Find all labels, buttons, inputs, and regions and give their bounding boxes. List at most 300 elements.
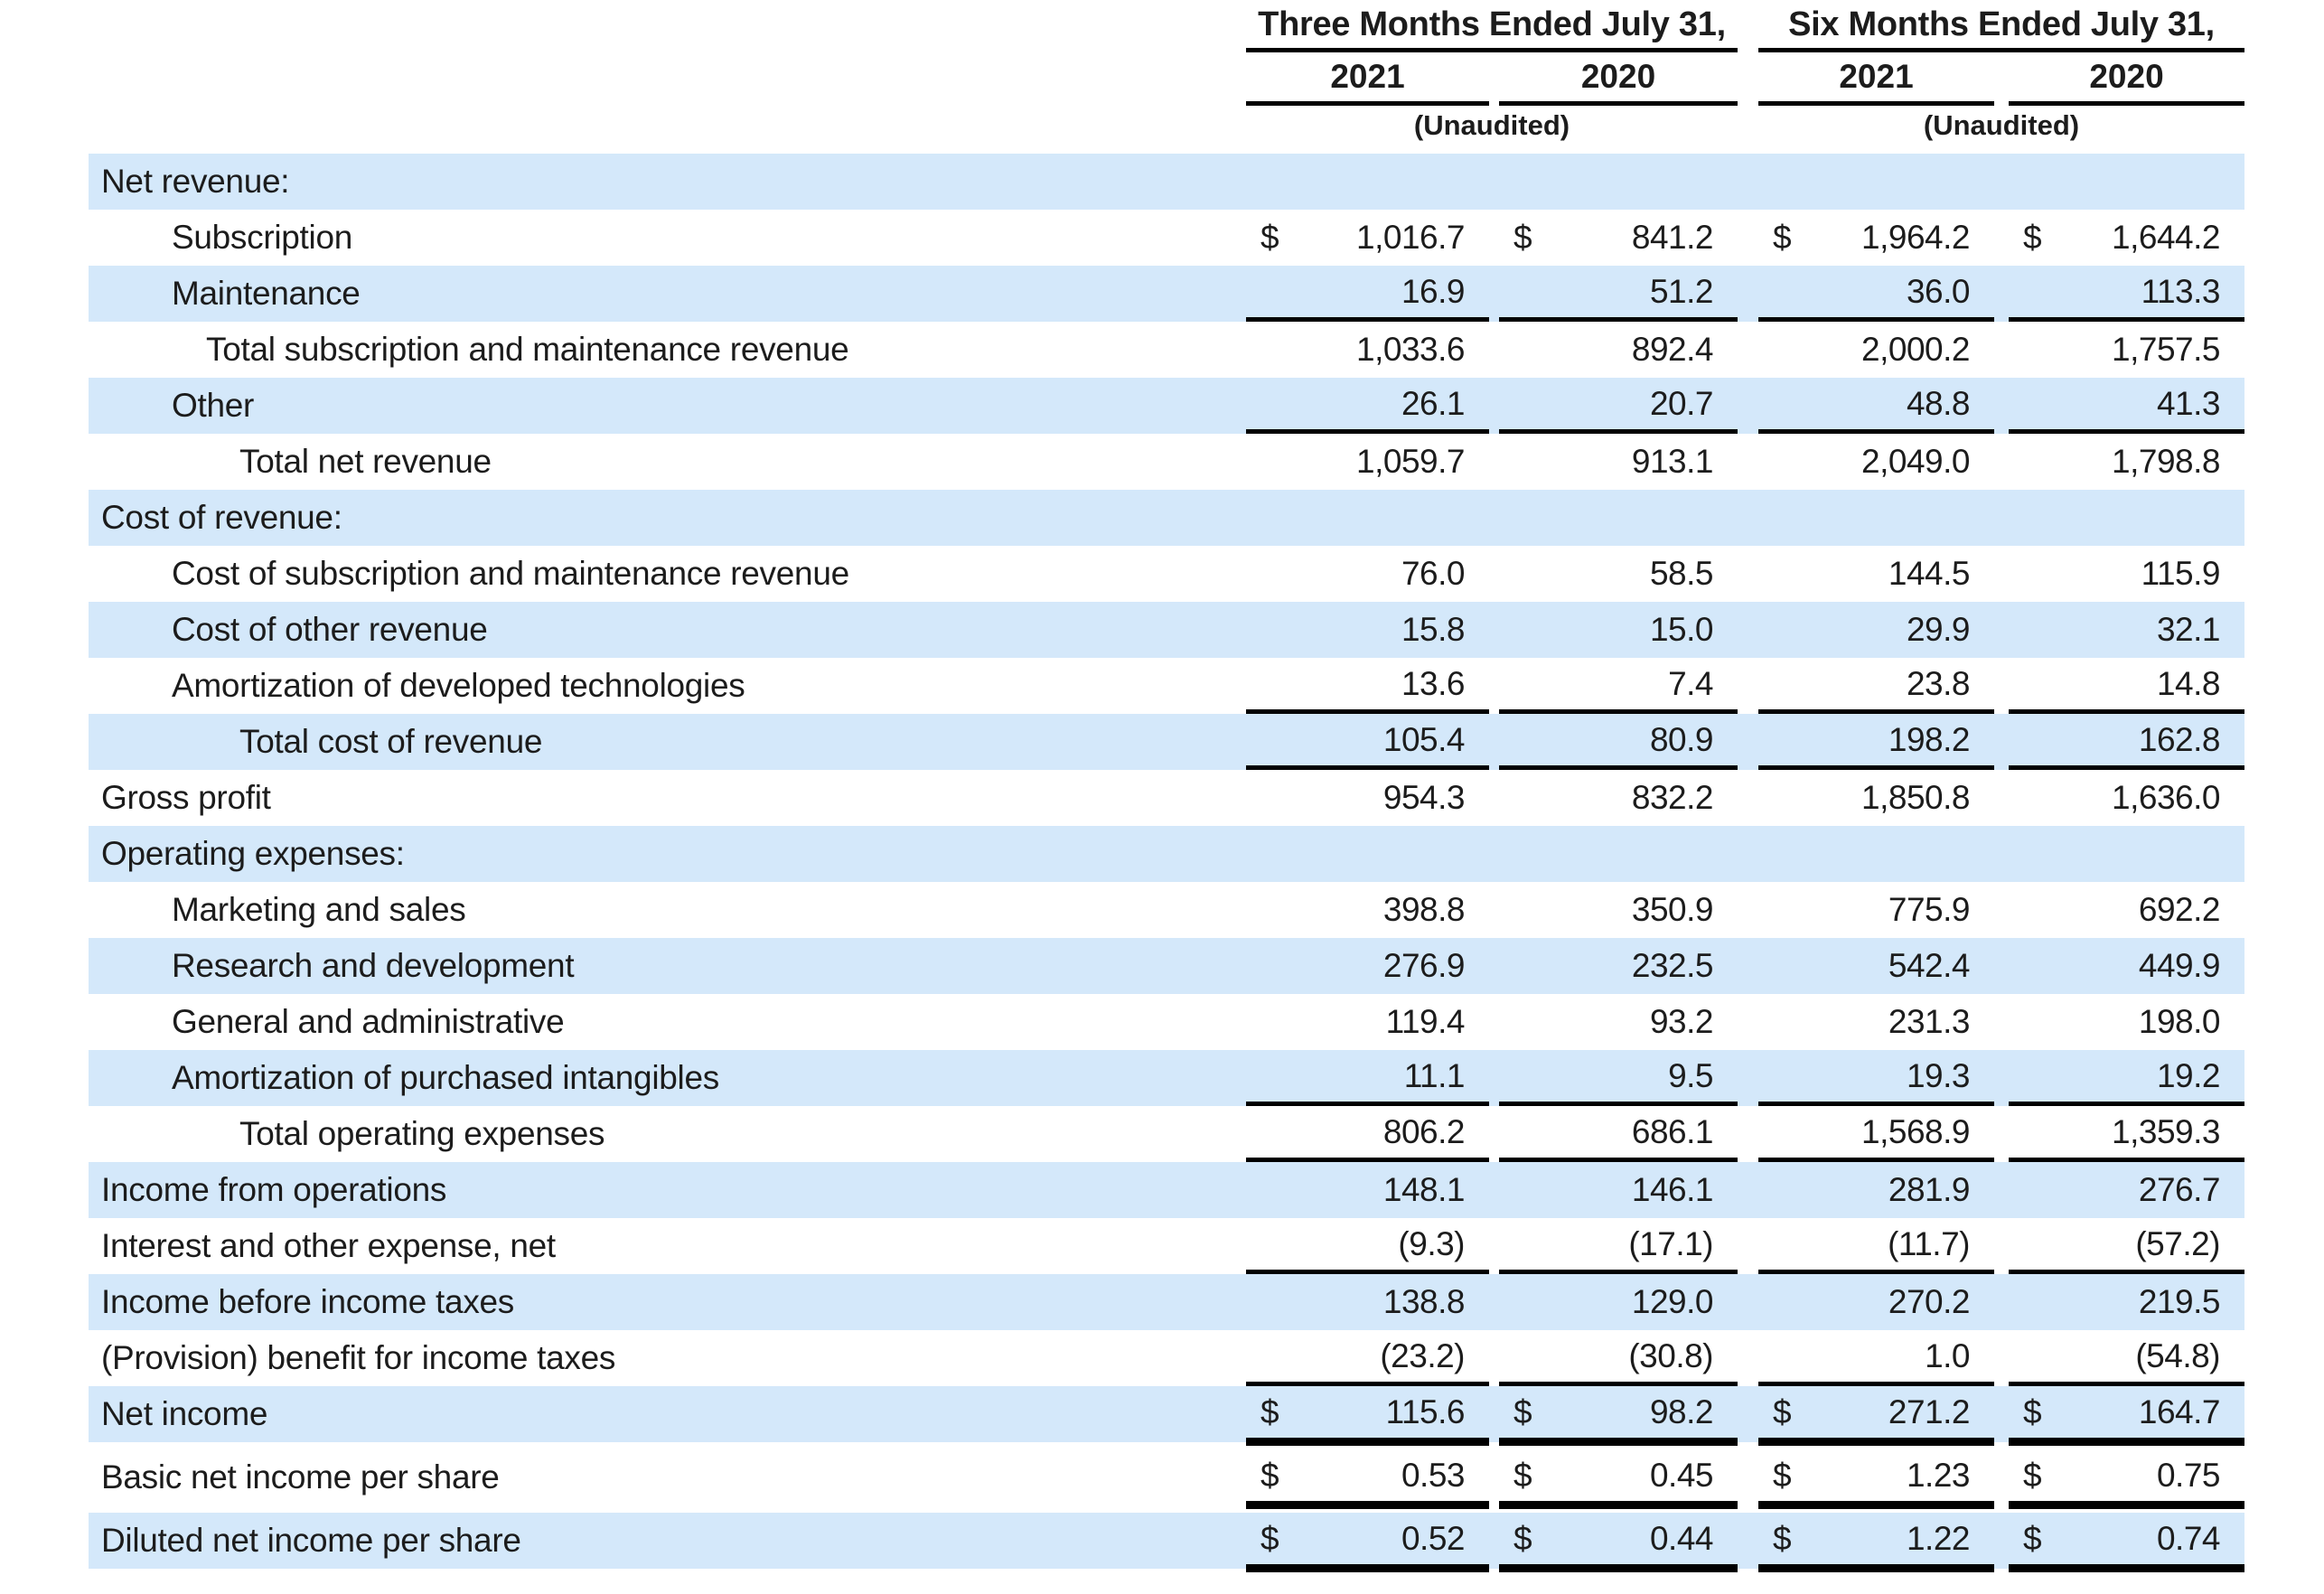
cell-value: 198.2 [1888,720,1970,758]
cell-value: 36.0 [1906,272,1970,310]
column-gap [1994,1162,2009,1218]
column-gap [1994,1274,2009,1330]
cell-value: 115.6 [1385,1392,1465,1430]
row-other [89,378,2244,434]
row-label: Gross profit [101,779,271,816]
cell-value: (54.8) [2135,1336,2220,1374]
cell-other-col4 [2009,378,2244,434]
row-subscription [89,210,2244,266]
cell-provision-income-taxes-col2 [1499,1330,1738,1386]
row-label-cell [89,378,1246,434]
column-gap [1489,938,1499,994]
row-label: Total cost of revenue [239,723,543,760]
cell-basic-eps-col4 [2009,1449,2244,1505]
cell-value: 1.0 [1925,1336,1970,1374]
column-gap [1738,882,1758,938]
cell-interest-other-expense-col2 [1499,1218,1738,1274]
cell-value: 29.9 [1906,611,1970,648]
cell-provision-income-taxes-col1 [1246,1330,1489,1386]
row-label-cell [89,546,1246,602]
column-gap [1489,546,1499,602]
cell-operating-expenses-header-col3 [1758,826,1994,882]
cell-value: 1,033.6 [1356,331,1465,368]
cell-value: 20.7 [1649,384,1713,422]
cell-value: 93.2 [1649,1003,1713,1040]
header-label-spacer [89,103,1246,154]
header-label-spacer [89,2,1246,52]
column-gap [1738,602,1758,658]
table-header-periods [89,2,2244,52]
row-label-cell [89,826,1246,882]
dollar-sign: $ [1773,219,1792,256]
cell-value: 23.8 [1906,664,1970,702]
row-cost-sub-maint-revenue [89,546,2244,602]
cell-value: 41.3 [2156,384,2220,422]
column-gap [1738,938,1758,994]
cell-value: 0.74 [2156,1519,2220,1557]
dollar-sign: $ [1260,1456,1279,1494]
column-gap [1738,770,1758,826]
cell-cost-of-revenue-header-col2 [1499,490,1738,546]
cell-diluted-eps-col1 [1246,1513,1489,1569]
cell-value: 692.2 [2138,891,2220,928]
row-label: Income from operations [101,1171,447,1208]
row-label: Interest and other expense, net [101,1227,556,1264]
column-gap [1994,770,2009,826]
row-amort-purchased-intangibles [89,1050,2244,1106]
column-gap [1738,1218,1758,1274]
column-gap [1489,658,1499,714]
cell-value: 15.8 [1401,611,1465,648]
row-diluted-eps [89,1513,2244,1569]
row-label: Subscription [172,219,353,256]
cell-value: 1,568.9 [1861,1112,1970,1150]
table-body [89,154,2244,1569]
cell-diluted-eps-col3 [1758,1513,1994,1569]
cell-value: 775.9 [1888,891,1970,928]
row-label-cell [89,210,1246,266]
cell-value: 14.8 [2156,664,2220,702]
cell-value: 115.9 [2141,555,2220,592]
row-income-before-taxes [89,1274,2244,1330]
cell-operating-expenses-header-col2 [1499,826,1738,882]
cell-value: 231.3 [1888,1003,1970,1040]
cell-value: (11.7) [1888,1224,1970,1262]
unaudited-label: (Unaudited) [1413,109,1570,141]
cell-value: 1,850.8 [1861,779,1970,816]
row-label: Cost of subscription and maintenance revenue [172,555,849,592]
year-header-6m-2020: 2020 [2009,52,2244,106]
cell-value: 1,359.3 [2112,1112,2220,1150]
cell-total-cost-of-revenue-col1 [1246,714,1489,770]
row-label-cell [89,154,1246,210]
row-label: Total subscription and maintenance revenue [206,331,849,368]
row-label: Cost of revenue: [101,499,342,536]
cell-total-cost-of-revenue-col4 [2009,714,2244,770]
column-gap [1489,1386,1499,1442]
cell-subscription-col3 [1758,210,1994,266]
cell-value: 1,644.2 [2112,219,2220,256]
row-label-cell [89,322,1246,378]
cell-net-revenue-header-col1 [1246,154,1489,210]
row-interest-other-expense [89,1218,2244,1274]
cell-income-before-taxes-col2 [1499,1274,1738,1330]
year-header-3m-2021: 2021 [1246,52,1489,106]
column-gap [1738,546,1758,602]
cell-income-before-taxes-col3 [1758,1274,1994,1330]
cell-value: (9.3) [1398,1224,1465,1262]
cell-value: 270.2 [1888,1283,1970,1320]
row-label-cell [89,602,1246,658]
column-gap [1489,1050,1499,1106]
cell-maintenance-col4 [2009,266,2244,322]
row-total-operating-expenses [89,1106,2244,1162]
row-marketing-and-sales [89,882,2244,938]
column-gap [1994,210,2009,266]
cell-research-and-development-col4 [2009,938,2244,994]
row-label: General and administrative [172,1003,565,1040]
cell-cost-other-revenue-col4 [2009,602,2244,658]
cell-amort-developed-tech-col1 [1246,658,1489,714]
cell-value: 0.53 [1401,1456,1465,1494]
row-label: Income before income taxes [101,1283,514,1320]
row-label-cell [89,1386,1246,1442]
cell-gross-profit-col4 [2009,770,2244,826]
row-total-cost-of-revenue [89,714,2244,770]
column-gap [1738,378,1758,434]
column-gap [1489,770,1499,826]
cell-other-col2 [1499,378,1738,434]
dollar-sign: $ [1773,1519,1792,1557]
column-gap [1489,322,1499,378]
cell-income-from-operations-col3 [1758,1162,1994,1218]
col-header-three-months [1246,2,1738,52]
cell-other-col3 [1758,378,1994,434]
cell-marketing-and-sales-col1 [1246,882,1489,938]
row-total-sub-maint-revenue [89,322,2244,378]
cell-value: 15.0 [1649,611,1713,648]
column-gap [1489,1513,1499,1569]
column-gap [1994,1218,2009,1274]
column-gap [1738,434,1758,490]
row-label-cell [89,1449,1246,1505]
dollar-sign: $ [2023,1456,2042,1494]
cell-amort-purchased-intangibles-col3 [1758,1050,1994,1106]
cell-subscription-col1 [1246,210,1489,266]
cell-amort-developed-tech-col3 [1758,658,1994,714]
cell-value: 2,049.0 [1861,443,1970,480]
cell-value: 58.5 [1649,555,1713,592]
cell-net-revenue-header-col2 [1499,154,1738,210]
cell-general-and-admin-col2 [1499,994,1738,1050]
column-gap [1738,1106,1758,1162]
cell-total-net-revenue-col1 [1246,434,1489,490]
row-maintenance [89,266,2244,322]
cell-value: 1,016.7 [1356,219,1465,256]
cell-value: 542.4 [1888,947,1970,984]
cell-subscription-col2 [1499,210,1738,266]
year-header-6m-2021: 2021 [1758,52,1994,106]
cell-value: 806.2 [1382,1112,1465,1150]
cell-income-from-operations-col2 [1499,1162,1738,1218]
column-gap [1994,1449,2009,1505]
cell-value: 232.5 [1631,947,1713,984]
row-gross-profit [89,770,2244,826]
cell-net-income-col3 [1758,1386,1994,1442]
row-total-net-revenue [89,434,2244,490]
cell-value: 16.9 [1401,272,1465,310]
cell-net-revenue-header-col4 [2009,154,2244,210]
cell-value: 32.1 [2156,611,2220,648]
cell-interest-other-expense-col3 [1758,1218,1994,1274]
column-gap [1489,1274,1499,1330]
column-gap [1489,1330,1499,1386]
cell-cost-other-revenue-col1 [1246,602,1489,658]
row-label-cell [89,266,1246,322]
dollar-sign: $ [2023,219,2042,256]
column-gap [1489,994,1499,1050]
cell-total-operating-expenses-col2 [1499,1106,1738,1162]
cell-total-cost-of-revenue-col3 [1758,714,1994,770]
cell-income-from-operations-col4 [2009,1162,2244,1218]
column-gap [1489,602,1499,658]
cell-value: 148.1 [1382,1171,1465,1208]
row-label-cell [89,938,1246,994]
cell-provision-income-taxes-col4 [2009,1330,2244,1386]
table-header-unaudited [89,103,2244,154]
cell-total-sub-maint-revenue-col3 [1758,322,1994,378]
row-label: Total net revenue [239,443,492,480]
cell-net-income-col4 [2009,1386,2244,1442]
cell-total-sub-maint-revenue-col2 [1499,322,1738,378]
cell-value: 7.4 [1668,664,1713,702]
column-gap [1738,1162,1758,1218]
column-gap [1994,266,2009,322]
cell-total-operating-expenses-col4 [2009,1106,2244,1162]
row-provision-income-taxes [89,1330,2244,1386]
cell-cost-sub-maint-revenue-col2 [1499,546,1738,602]
cell-gross-profit-col1 [1246,770,1489,826]
cell-value: 51.2 [1649,272,1713,310]
cell-value: 11.1 [1403,1056,1465,1094]
dollar-sign: $ [1513,219,1532,256]
header-gap [1738,52,1758,106]
row-label-cell [89,1330,1246,1386]
cell-value: 0.52 [1401,1519,1465,1557]
column-gap [1489,378,1499,434]
cell-provision-income-taxes-col3 [1758,1330,1994,1386]
cell-research-and-development-col1 [1246,938,1489,994]
cell-income-before-taxes-col1 [1246,1274,1489,1330]
cell-value: 113.3 [2141,272,2220,310]
cell-value: 80.9 [1649,720,1713,758]
column-gap [1994,1050,2009,1106]
row-label: Amortization of purchased intangibles [172,1059,719,1096]
row-basic-eps [89,1449,2244,1505]
cell-total-net-revenue-col4 [2009,434,2244,490]
cell-value: 162.8 [2138,720,2220,758]
cell-total-operating-expenses-col1 [1246,1106,1489,1162]
cell-cost-other-revenue-col3 [1758,602,1994,658]
cell-cost-sub-maint-revenue-col4 [2009,546,2244,602]
cell-value: 2,000.2 [1861,331,1970,368]
cell-value: 350.9 [1631,891,1713,928]
column-gap [1738,490,1758,546]
column-gap [1994,322,2009,378]
cell-maintenance-col3 [1758,266,1994,322]
row-label: Maintenance [172,275,361,312]
column-gap [1994,658,2009,714]
cell-value: 1.23 [1906,1456,1970,1494]
cell-diluted-eps-col2 [1499,1513,1738,1569]
cell-value: 954.3 [1382,779,1465,816]
dollar-sign: $ [1260,1392,1279,1430]
row-label: Net income [101,1395,268,1432]
dollar-sign: $ [1260,219,1279,256]
row-label-cell [89,434,1246,490]
cell-value: 1,636.0 [2112,779,2220,816]
cell-amort-purchased-intangibles-col2 [1499,1050,1738,1106]
cell-cost-sub-maint-revenue-col3 [1758,546,1994,602]
cell-amort-purchased-intangibles-col1 [1246,1050,1489,1106]
cell-operating-expenses-header-col1 [1246,826,1489,882]
cell-value: 19.2 [2156,1056,2220,1094]
column-gap [1738,658,1758,714]
cell-basic-eps-col1 [1246,1449,1489,1505]
cell-value: 398.8 [1382,891,1465,928]
column-gap [1489,1218,1499,1274]
row-label-cell [89,1218,1246,1274]
row-research-and-development [89,938,2244,994]
period-label: Three Months Ended July 31, [1258,5,1726,43]
cell-value: 76.0 [1401,555,1465,592]
column-gap [1489,1449,1499,1505]
cell-cost-of-revenue-header-col4 [2009,490,2244,546]
column-gap [1994,378,2009,434]
column-gap [1994,546,2009,602]
column-gap [1738,154,1758,210]
column-gap [1994,434,2009,490]
cell-amort-developed-tech-col2 [1499,658,1738,714]
column-gap [1738,210,1758,266]
cell-value: 892.4 [1631,331,1713,368]
row-label-cell [89,770,1246,826]
cell-cost-of-revenue-header-col3 [1758,490,1994,546]
cell-general-and-admin-col1 [1246,994,1489,1050]
column-gap [1994,882,2009,938]
row-amort-developed-tech [89,658,2244,714]
column-gap [1994,490,2009,546]
header-label-spacer [89,52,1246,106]
column-gap [1489,154,1499,210]
dollar-sign: $ [1773,1392,1792,1430]
cell-value: 219.5 [2138,1283,2220,1320]
cell-total-sub-maint-revenue-col4 [2009,322,2244,378]
column-gap [1489,434,1499,490]
row-general-and-admin [89,994,2244,1050]
cell-value: 129.0 [1631,1283,1713,1320]
cell-amort-purchased-intangibles-col4 [2009,1050,2244,1106]
cell-value: 26.1 [1401,384,1465,422]
cell-cost-of-revenue-header-col1 [1246,490,1489,546]
cell-research-and-development-col2 [1499,938,1738,994]
cell-total-sub-maint-revenue-col1 [1246,322,1489,378]
cell-interest-other-expense-col1 [1246,1218,1489,1274]
col-header-six-months [1758,2,2244,52]
cell-value: 19.3 [1906,1056,1970,1094]
column-gap [1994,154,2009,210]
dollar-sign: $ [1513,1456,1532,1494]
header-gap [1738,103,1758,154]
cell-marketing-and-sales-col2 [1499,882,1738,938]
row-label: Net revenue: [101,163,290,200]
year-header-3m-2020: 2020 [1499,52,1738,106]
cell-gross-profit-col3 [1758,770,1994,826]
row-income-from-operations [89,1162,2244,1218]
column-gap [1738,994,1758,1050]
row-cost-of-revenue-header [89,490,2244,546]
column-gap [1994,1513,2009,1569]
cell-diluted-eps-col4 [2009,1513,2244,1569]
cell-general-and-admin-col4 [2009,994,2244,1050]
dollar-sign: $ [2023,1392,2042,1430]
row-label-cell [89,1050,1246,1106]
row-label: Other [172,387,255,424]
column-gap [1738,1050,1758,1106]
cell-value: 0.75 [2156,1456,2220,1494]
column-gap [1738,1386,1758,1442]
cell-income-from-operations-col1 [1246,1162,1489,1218]
cell-value: 276.7 [2138,1171,2220,1208]
row-label-cell [89,1274,1246,1330]
row-label: Operating expenses: [101,835,405,872]
column-gap [1489,1106,1499,1162]
row-label-cell [89,714,1246,770]
row-label-cell [89,1106,1246,1162]
cell-value: 48.8 [1906,384,1970,422]
row-label: Total operating expenses [239,1115,605,1152]
cell-amort-developed-tech-col4 [2009,658,2244,714]
cell-value: 13.6 [1401,664,1465,702]
cell-total-net-revenue-col3 [1758,434,1994,490]
cell-value: 9.5 [1668,1056,1713,1094]
dollar-sign: $ [1513,1519,1532,1557]
cell-basic-eps-col2 [1499,1449,1738,1505]
cell-general-and-admin-col3 [1758,994,1994,1050]
dollar-sign: $ [2023,1519,2042,1557]
column-gap [1489,714,1499,770]
cell-value: 1,798.8 [2112,443,2220,480]
cell-value: 0.44 [1649,1519,1713,1557]
row-label-cell [89,1513,1246,1569]
cell-value: 1,964.2 [1861,219,1970,256]
cell-value: 164.7 [2138,1392,2220,1430]
cell-value: (30.8) [1628,1336,1713,1374]
cell-total-operating-expenses-col3 [1758,1106,1994,1162]
row-label: Diluted net income per share [101,1522,521,1559]
row-net-income [89,1386,2244,1442]
cell-value: 832.2 [1631,779,1713,816]
column-gap [1994,714,2009,770]
column-gap [1489,1162,1499,1218]
cell-value: 105.4 [1382,720,1465,758]
column-gap [1489,490,1499,546]
cell-value: (57.2) [2135,1224,2220,1262]
column-gap [1489,882,1499,938]
unaudited-label: (Unaudited) [1923,109,2080,141]
column-gap [1489,210,1499,266]
row-label-cell [89,658,1246,714]
